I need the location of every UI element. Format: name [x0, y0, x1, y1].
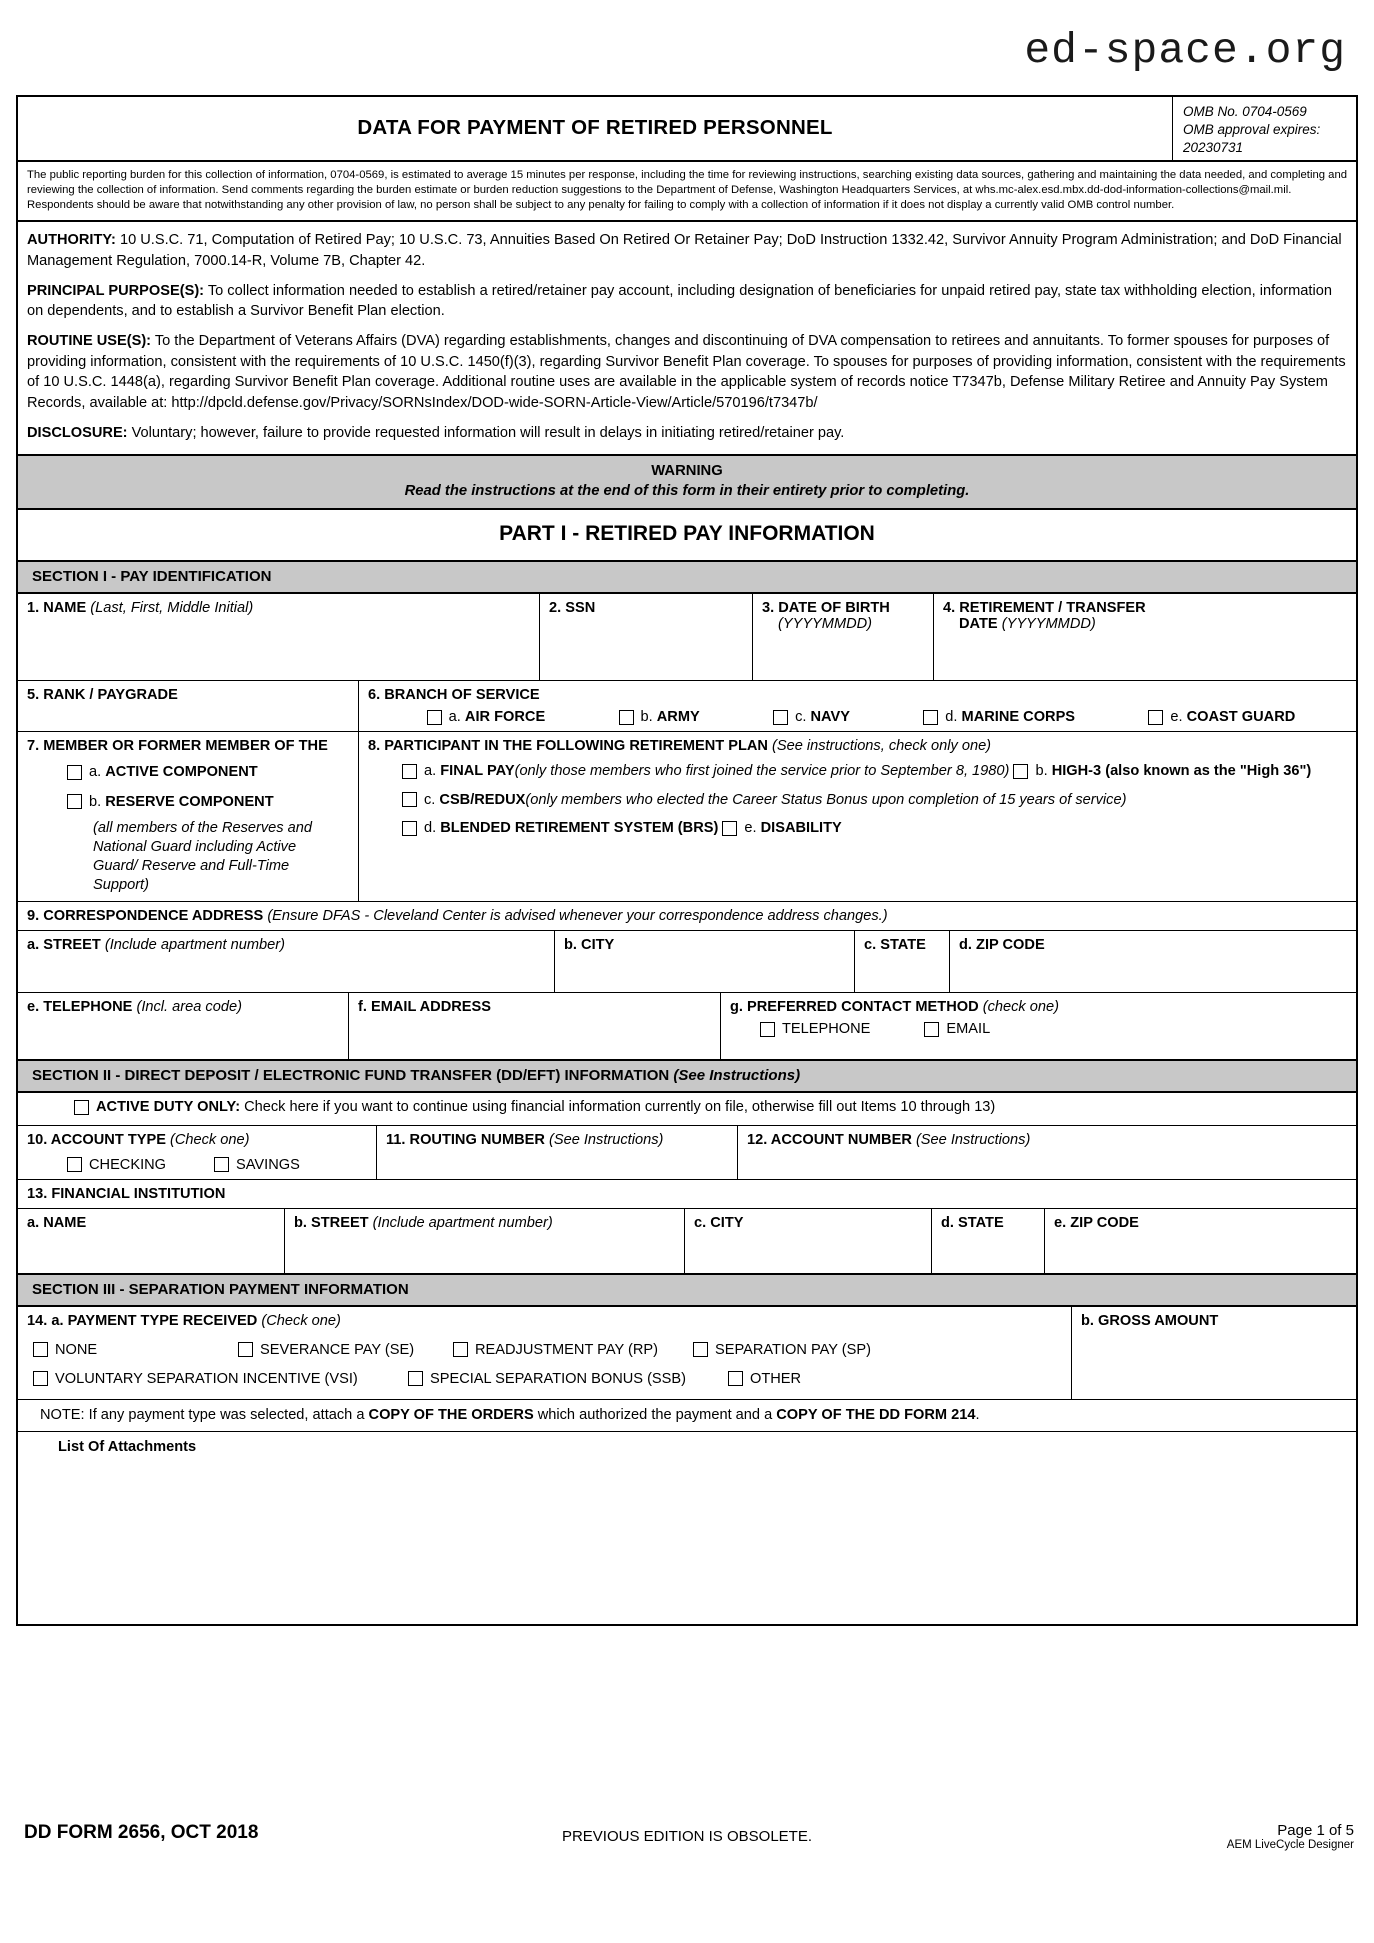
component-plan-row	[18, 732, 1356, 902]
field-name-label: 1. NAME	[27, 600, 87, 617]
field-branch-label: 6. BRANCH OF SERVICE	[368, 687, 540, 704]
checkbox-box-icon[interactable]	[402, 764, 417, 779]
checkbox-marine-corps-label: d. MARINE CORPS	[945, 709, 1076, 726]
field-street-hint: (Include apartment number)	[104, 937, 285, 954]
checkbox-high-3-label: b. HIGH-3 (also known as the "High 36")	[1035, 763, 1312, 780]
checkbox-box-icon[interactable]	[214, 1157, 229, 1172]
field-ssn[interactable]	[539, 594, 752, 680]
checkbox-severance-pay[interactable]	[238, 1342, 453, 1358]
checkbox-box-icon[interactable]	[33, 1342, 48, 1357]
checkbox-box-icon[interactable]	[67, 1157, 82, 1172]
item8-bold: 8. PARTICIPANT IN THE FOLLOWING RETIREMENT PLAN	[368, 738, 768, 755]
payment-types-row-1	[27, 1342, 1065, 1358]
checkbox-csb-redux-hint: (only members who elected the Career Status Bonus upon completion of 15 years of service)	[525, 791, 1127, 808]
field-retirement-hint: (YYYYMMDD)	[1001, 616, 1096, 633]
checkbox-other-label: OTHER	[750, 1370, 802, 1387]
preferred-contact-checkbox-group	[730, 1021, 1350, 1037]
field-telephone-hint: (Incl. area code)	[136, 999, 242, 1016]
note-end: .	[975, 1406, 980, 1423]
routine-use-text: To the Department of Veterans Affairs (DVA) regarding establishments, changes and discontinuing of DVA compensation to retirees and annuitants. To former spouses for purposes of providing information, consistent with the requirements of 10 U.S.C. 1450(f)(3), regarding Survivor Benefit Plan coverage. To spouses for purposes of providing information, consistent with the requirements of 10 U.S.C. 1448(a), regarding Survivor Benefit Plan coverage. Additional routine uses are available in the applicable system of records notice T7347b, Defense Military Retiree and Annuity Pay System Records, available at: http://dpcld.defense.gov/Privacy/SORNsIndex/DOD-wide-SORN-Article-View/Article/570196/t7347b/	[27, 333, 1346, 412]
rank-branch-row	[18, 681, 1356, 732]
disclosure-paragraph	[27, 423, 1347, 444]
financial-institution-row	[18, 1209, 1356, 1275]
checkbox-air-force-label: a. AIR FORCE	[448, 709, 546, 726]
field-state[interactable]	[854, 931, 949, 992]
item10-hint: (Check one)	[170, 1131, 250, 1148]
checkbox-box-icon[interactable]	[67, 794, 82, 809]
note-bold-dd214: COPY OF THE DD FORM 214	[776, 1406, 976, 1423]
correspondence-address-row	[18, 931, 1356, 993]
warning-text: Read the instructions at the end of this form in their entirety prior to completing.	[404, 483, 970, 500]
checkbox-checking[interactable]	[67, 1157, 166, 1173]
field-rank-paygrade[interactable]	[18, 681, 358, 731]
checkbox-box-icon[interactable]	[238, 1342, 253, 1357]
field-retirement-label: 4. RETIREMENT / TRANSFER	[943, 600, 1146, 617]
checkbox-box-icon[interactable]	[619, 710, 634, 725]
checkbox-disability[interactable]	[722, 820, 841, 836]
checkbox-contact-telephone[interactable]	[760, 1021, 870, 1037]
field-retirement-transfer-date[interactable]	[933, 594, 1356, 680]
field-telephone-label: e. TELEPHONE	[27, 999, 133, 1016]
field-gross-amount[interactable]	[1071, 1307, 1356, 1399]
item10-label: 10. ACCOUNT TYPE	[27, 1131, 166, 1148]
checkbox-box-icon[interactable]	[923, 710, 938, 725]
payment-type-row	[18, 1307, 1356, 1400]
field-preferred-contact-method	[720, 993, 1356, 1059]
item12-hint: (See Instructions)	[915, 1131, 1031, 1148]
checkbox-vsi[interactable]	[33, 1371, 408, 1387]
checkbox-savings-label: SAVINGS	[236, 1156, 300, 1173]
checkbox-box-icon[interactable]	[67, 765, 82, 780]
checkbox-box-icon[interactable]	[74, 1100, 89, 1115]
section-2-hint: (See Instructions)	[673, 1067, 801, 1085]
field-name-hint: (Last, First, Middle Initial)	[90, 600, 254, 617]
public-burden-statement: The public reporting burden for this collection of information, 0704-0569, is estimated to average 15 minutes per response, including the time for reviewing instructions, searching existing data sources, gathering and maintaining the data needed, and completing and reviewing the collection of information. Send comments regarding the burden estimate or burden reduction suggestions to the Department of Defense, Washington Headquarters Services, at whs.mc-alex.esd.mbx.dd-dod-information-collections@mail.mil. Respondents should be aware that notwithstanding any other provision of law, no person shall be subject to any penalty for failing to comply with a collection of information if it does not display a currently valid OMB control number.	[18, 162, 1356, 222]
account-type-checkbox-group	[27, 1157, 370, 1173]
field-city[interactable]	[554, 931, 854, 992]
disclosure-text: Voluntary; however, failure to provide requested information will result in delays in initiating retired/retainer pay.	[127, 424, 845, 441]
field-payment-type-received	[18, 1307, 1071, 1399]
item9g-label: g. PREFERRED CONTACT METHOD	[730, 999, 979, 1016]
field-dob-label: 3. DATE OF BIRTH	[762, 600, 890, 617]
identification-row	[18, 594, 1356, 681]
checkbox-coast-guard-label: e. COAST GUARD	[1170, 709, 1296, 726]
checkbox-box-icon[interactable]	[693, 1342, 708, 1357]
item9g-hint: (check one)	[982, 999, 1059, 1016]
checkbox-csb-redux-label: c. CSB/REDUX	[424, 791, 526, 808]
checkbox-box-icon[interactable]	[722, 821, 737, 836]
omb-expires-date: 20230731	[1183, 139, 1244, 155]
field-fi-street[interactable]	[284, 1209, 684, 1273]
authority-paragraph	[27, 230, 1347, 271]
item9-hint: (Ensure DFAS - Cleveland Center is advised whenever your correspondence address changes.)	[267, 908, 888, 925]
field-correspondence-address-header	[18, 902, 1356, 931]
checkbox-final-pay-label: a. FINAL PAY	[424, 763, 515, 780]
field-fi-street-label: b. STREET	[294, 1214, 369, 1231]
field-fi-state-label: d. STATE	[941, 1214, 1004, 1231]
checkbox-brs[interactable]	[402, 820, 718, 836]
note-bold-orders: COPY OF THE ORDERS	[368, 1406, 534, 1423]
field-date-of-birth[interactable]	[752, 594, 933, 680]
checkbox-checking-label: CHECKING	[89, 1156, 167, 1173]
checkbox-high-3[interactable]	[1013, 763, 1311, 779]
field-telephone[interactable]	[18, 993, 348, 1059]
field-branch-of-service	[358, 681, 1356, 731]
field-street-label: a. STREET	[27, 937, 101, 954]
field-gross-amount-label: b. GROSS AMOUNT	[1081, 1312, 1219, 1329]
retirement-plan-checkbox-group	[402, 754, 1350, 840]
checkbox-final-pay-hint: (only those members who first joined the service prior to September 8, 1980)	[514, 763, 1010, 780]
checkbox-readjustment-pay-label: READJUSTMENT PAY (RP)	[475, 1341, 658, 1358]
checkbox-separation-pay-label: SEPARATION PAY (SP)	[715, 1341, 871, 1358]
part-1-heading: PART I - RETIRED PAY INFORMATION	[18, 510, 1356, 562]
checkbox-box-icon[interactable]	[402, 821, 417, 836]
field-item7-label: 7. MEMBER OR FORMER MEMBER OF THE	[27, 738, 328, 755]
item11-label: 11. ROUTING NUMBER	[386, 1131, 545, 1148]
page-footer	[16, 1822, 1358, 1851]
checkbox-brs-label: d. BLENDED RETIREMENT SYSTEM (BRS)	[424, 820, 719, 837]
field-city-label: b. CITY	[564, 937, 615, 954]
checkbox-final-pay[interactable]	[402, 763, 1009, 779]
checkbox-box-icon[interactable]	[408, 1371, 423, 1386]
field-fi-city[interactable]	[684, 1209, 931, 1273]
routine-use-label: ROUTINE USE(S):	[27, 333, 152, 350]
checkbox-separation-pay[interactable]	[693, 1342, 871, 1358]
checkbox-navy-label: c. NAVY	[795, 709, 850, 726]
checkbox-active-duty-only-label: ACTIVE DUTY ONLY: Check here if you want to continue using financial information currently on file, otherwise fill out Items 10 through 13)	[96, 1099, 996, 1116]
field-item8-label	[368, 738, 1350, 754]
checkbox-active-component[interactable]	[67, 764, 258, 780]
checkbox-none[interactable]	[33, 1342, 238, 1358]
reserve-component-note: (all members of the Reserves and National Guard including Active Guard/ Reserve and Full-Time Support)	[93, 820, 312, 894]
field-fi-zip-label: e. ZIP CODE	[1054, 1214, 1139, 1231]
field-fi-state[interactable]	[931, 1209, 1044, 1273]
field-zip-code[interactable]	[949, 931, 1356, 992]
field-fi-city-label: c. CITY	[694, 1214, 744, 1231]
warning-band	[18, 456, 1356, 511]
checkbox-ssb-label: SPECIAL SEPARATION BONUS (SSB)	[430, 1370, 686, 1387]
item14a-hint: (Check one)	[261, 1312, 341, 1329]
authority-label: AUTHORITY:	[27, 232, 116, 249]
checkbox-box-icon[interactable]	[773, 710, 788, 725]
field-routing-number[interactable]	[376, 1126, 737, 1179]
form-title-row	[18, 97, 1356, 162]
checkbox-csb-redux[interactable]	[402, 792, 1126, 808]
checkbox-contact-email-label: EMAIL	[946, 1021, 991, 1038]
section-2-band	[18, 1061, 1356, 1093]
item11-hint: (See Instructions)	[549, 1131, 664, 1148]
checkbox-vsi-label: VOLUNTARY SEPARATION INCENTIVE (VSI)	[55, 1370, 358, 1387]
omb-box	[1172, 97, 1356, 160]
field-dob-hint: (YYYYMMDD)	[778, 616, 873, 633]
field-account-type	[18, 1126, 376, 1179]
omb-expires-label: OMB approval expires:	[1183, 121, 1321, 137]
item12-label: 12. ACCOUNT NUMBER	[747, 1131, 912, 1148]
checkbox-contact-email[interactable]	[924, 1021, 990, 1037]
payment-types-row-2	[27, 1371, 1065, 1387]
disclosure-label: DISCLOSURE:	[27, 424, 128, 441]
checkbox-box-icon[interactable]	[33, 1371, 48, 1386]
field-ssn-label: 2. SSN	[549, 600, 596, 617]
checkbox-contact-telephone-label: TELEPHONE	[782, 1021, 871, 1038]
field-fi-street-hint: (Include apartment number)	[372, 1214, 553, 1231]
checkbox-marine-corps[interactable]	[923, 709, 1075, 725]
account-info-row	[18, 1126, 1356, 1180]
item9-label: 9. CORRESPONDENCE ADDRESS	[27, 908, 264, 925]
field-financial-institution-header	[18, 1180, 1356, 1209]
field-rank-label: 5. RANK / PAYGRADE	[27, 687, 178, 704]
footer-right	[915, 1822, 1358, 1851]
page-title: DATA FOR PAYMENT OF RETIRED PERSONNEL	[357, 115, 833, 139]
dd-form-2656	[16, 95, 1358, 1626]
principal-purpose-paragraph	[27, 281, 1347, 322]
page-number: Page 1 of 5	[1277, 1822, 1354, 1839]
checkbox-active-component-label: a. ACTIVE COMPONENT	[89, 764, 258, 781]
checkbox-reserve-component[interactable]	[67, 794, 274, 810]
field-email-label: f. EMAIL ADDRESS	[358, 999, 491, 1016]
checkbox-reserve-component-label: b. RESERVE COMPONENT	[89, 793, 274, 810]
checkbox-box-icon[interactable]	[1013, 764, 1028, 779]
section-3-band: SECTION III - SEPARATION PAYMENT INFORMATION	[18, 1275, 1356, 1307]
site-watermark: ed-space.org	[1024, 26, 1346, 75]
note-mid: which authorized the payment and a	[533, 1406, 777, 1423]
checkbox-army[interactable]	[619, 709, 700, 725]
list-of-attachments-label: List Of Attachments	[58, 1438, 197, 1455]
privacy-act-statement	[18, 222, 1356, 455]
field-fi-name[interactable]	[18, 1209, 284, 1273]
item14a-label: 14. a. PAYMENT TYPE RECEIVED	[27, 1312, 258, 1329]
branch-checkbox-group	[368, 709, 1350, 725]
field-fi-name-label: a. NAME	[27, 1214, 87, 1231]
checkbox-box-icon[interactable]	[427, 710, 442, 725]
section-1-band: SECTION I - PAY IDENTIFICATION	[18, 562, 1356, 594]
checkbox-army-label: b. ARMY	[640, 709, 700, 726]
field-street[interactable]	[18, 931, 554, 992]
orders-note	[18, 1400, 1356, 1432]
checkbox-readjustment-pay[interactable]	[453, 1342, 693, 1358]
field-zip-label: d. ZIP CODE	[959, 937, 1045, 954]
warning-heading: WARNING	[651, 462, 723, 479]
item14a-label-line	[27, 1313, 1065, 1329]
preferred-contact-label-line	[730, 999, 1350, 1015]
field-retirement-plan	[358, 732, 1356, 901]
list-of-attachments[interactable]	[18, 1432, 1356, 1624]
note-pre: NOTE: If any payment type was selected, attach a	[40, 1406, 369, 1423]
omb-number: OMB No. 0704-0569	[1183, 104, 1307, 119]
field-fi-zip[interactable]	[1044, 1209, 1356, 1273]
item13-label: 13. FINANCIAL INSTITUTION	[27, 1185, 226, 1202]
checkbox-severance-pay-label: SEVERANCE PAY (SE)	[260, 1341, 415, 1358]
previous-edition-notice: PREVIOUS EDITION IS OBSOLETE.	[561, 1828, 813, 1845]
section-2-title: SECTION II - DIRECT DEPOSIT / ELECTRONIC FUND TRANSFER (DD/EFT) INFORMATION	[32, 1067, 670, 1085]
checkbox-coast-guard[interactable]	[1148, 709, 1295, 725]
checkbox-box-icon[interactable]	[760, 1022, 775, 1037]
checkbox-box-icon[interactable]	[453, 1342, 468, 1357]
checkbox-navy[interactable]	[773, 709, 850, 725]
active-duty-only-row	[18, 1093, 1356, 1126]
checkbox-none-label: NONE	[55, 1341, 98, 1358]
checkbox-disability-label: e. DISABILITY	[744, 820, 842, 837]
principal-purpose-label: PRINCIPAL PURPOSE(S):	[27, 282, 205, 299]
contact-row	[18, 993, 1356, 1061]
checkbox-active-duty-only[interactable]	[74, 1099, 995, 1115]
field-member-component	[18, 732, 358, 901]
checkbox-ssb[interactable]	[408, 1371, 728, 1387]
checkbox-box-icon[interactable]	[924, 1022, 939, 1037]
item8-hint: (See instructions, check only one)	[772, 738, 992, 755]
checkbox-other[interactable]	[728, 1371, 801, 1387]
routine-use-paragraph	[27, 331, 1347, 414]
checkbox-savings[interactable]	[214, 1157, 300, 1173]
checkbox-box-icon[interactable]	[728, 1371, 743, 1386]
field-retirement-label2: DATE	[959, 616, 998, 633]
field-name[interactable]	[18, 594, 539, 680]
checkbox-box-icon[interactable]	[402, 792, 417, 807]
form-identifier: DD FORM 2656, OCT 2018	[24, 1822, 259, 1843]
principal-purpose-text: To collect information needed to establish a retired/retainer pay account, including designation of beneficiaries for unpaid retired pay, state tax withholding election, information on dependents, and to establish a Survivor Benefit Plan election.	[27, 282, 1332, 320]
checkbox-air-force[interactable]	[427, 709, 546, 725]
authority-text: 10 U.S.C. 71, Computation of Retired Pay; 10 U.S.C. 73, Annuities Based On Retired Or Retainer Pay; DoD Instruction 1332.42, Survivor Annuity Program Administration; and DoD Financial Management Regulation, 7000.14-R, Volume 7B, Chapter 42.	[27, 232, 1342, 269]
checkbox-box-icon[interactable]	[1148, 710, 1163, 725]
field-email-address[interactable]	[348, 993, 720, 1059]
field-state-label: c. STATE	[864, 937, 926, 954]
designer-credit: AEM LiveCycle Designer	[1226, 1839, 1354, 1851]
account-type-label-line	[27, 1132, 370, 1148]
field-account-number[interactable]	[737, 1126, 1356, 1179]
